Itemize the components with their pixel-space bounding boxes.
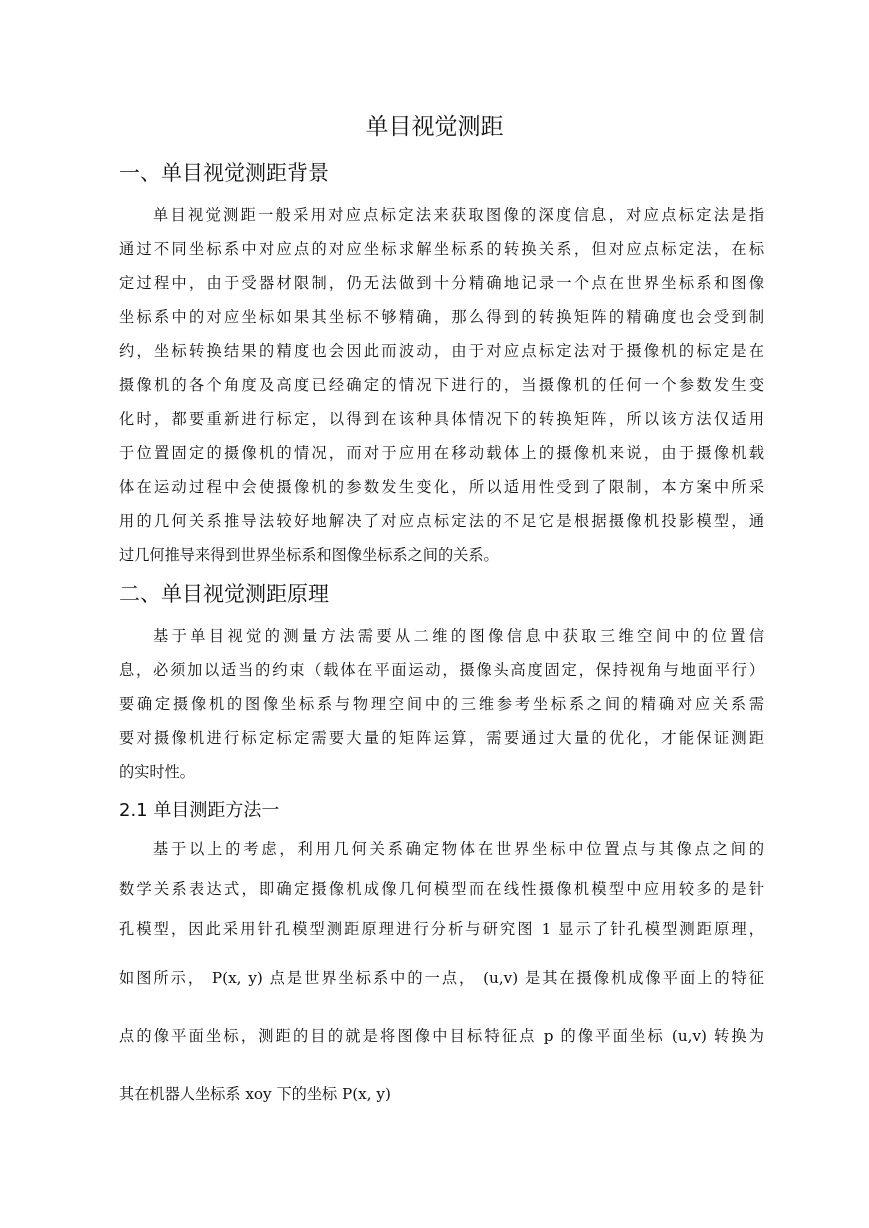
paragraph-line: 通过不同坐标系中对应点的对应坐标求解坐标系的转换关系，但对应点标定法，在标: [119, 240, 764, 258]
paragraph-line: 其在机器人坐标系 xoy 下的坐标 P(x, y): [119, 1085, 391, 1103]
subsection-heading-method-one: 2.1 单目测距方法一: [119, 800, 280, 821]
section-paragraph-principle: [119, 619, 764, 789]
section-heading-background: 一、单目视觉测距背景: [119, 161, 329, 185]
paragraph-line: 要对摄像机进行标定标定需要大量的矩阵运算，需要通过大量的优化，才能保证测距: [119, 729, 764, 747]
paragraph-line: 体在运动过程中会使摄像机的参数发生变化，所以适用性受到了限制，本方案中所采: [119, 478, 764, 496]
paragraph-line: 要确定摄像机的图像坐标系与物理空间中的三维参考坐标系之间的精确对应关系需: [119, 695, 764, 713]
paragraph-line: 基于以上的考虑，利用几何关系确定物体在世界坐标中位置点与其像点之间的: [153, 840, 764, 858]
document-title: 单目视觉测距: [365, 114, 504, 140]
paragraph-line: 孔模型，因此采用针孔模型测距原理进行分析与研究图 1 显示了针孔模型测距原理，: [119, 920, 764, 938]
paragraph-line: 单目视觉测距一般采用对应点标定法来获取图像的深度信息，对应点标定法是指: [153, 206, 764, 224]
paragraph-line: 基于单目视觉的测量方法需要从二维的图像信息中获取三维空间中的位置信: [153, 627, 764, 645]
paragraph-line: 约，坐标转换结果的精度也会因此而波动，由于对应点标定法对于摄像机的标定是在: [119, 342, 764, 360]
section-paragraph-background: [119, 198, 764, 572]
paragraph-line: 摄像机的各个角度及高度已经确定的情况下进行的，当摄像机的任何一个参数发生变: [119, 376, 764, 394]
paragraph-line: 点的像平面坐标，测距的目的就是将图像中目标特征点 p 的像平面坐标 (u,v) 转换为: [119, 1027, 764, 1045]
paragraph-line: 息，必须加以适当的约束（载体在平面运动，摄像头高度固定，保持视角与地面平行）: [119, 661, 764, 679]
paragraph-line: 数学关系表达式，即确定摄像机成像几何模型而在线性摄像机模型中应用较多的是针: [119, 880, 764, 898]
paragraph-line: 过几何推导来得到世界坐标系和图像坐标系之间的关系。: [119, 546, 499, 564]
paragraph-line: 的实时性。: [119, 763, 195, 781]
paragraph-line: 于位置固定的摄像机的情况，而对于应用在移动载体上的摄像机来说，由于摄像机载: [119, 444, 764, 462]
paragraph-line: 如图所示， P(x, y) 点是世界坐标系中的一点， (u,v) 是其在摄像机成像平面上的特征: [119, 969, 764, 987]
paragraph-line: 化时，都要重新进行标定，以得到在该种具体情况下的转换矩阵，所以该方法仅适用: [119, 410, 764, 428]
paragraph-line: 定过程中，由于受器材限制，仍无法做到十分精确地记录一个点在世界坐标系和图像: [119, 274, 764, 292]
section-heading-principle: 二、单目视觉测距原理: [119, 582, 329, 606]
paragraph-line: 坐标系中的对应坐标如果其坐标不够精确，那么得到的转换矩阵的精确度也会受到制: [119, 308, 764, 326]
paragraph-line: 用的几何关系推导法较好地解决了对应点标定法的不足它是根据摄像机投影模型，通: [119, 512, 764, 530]
section-paragraph-method-one: [119, 829, 764, 1123]
